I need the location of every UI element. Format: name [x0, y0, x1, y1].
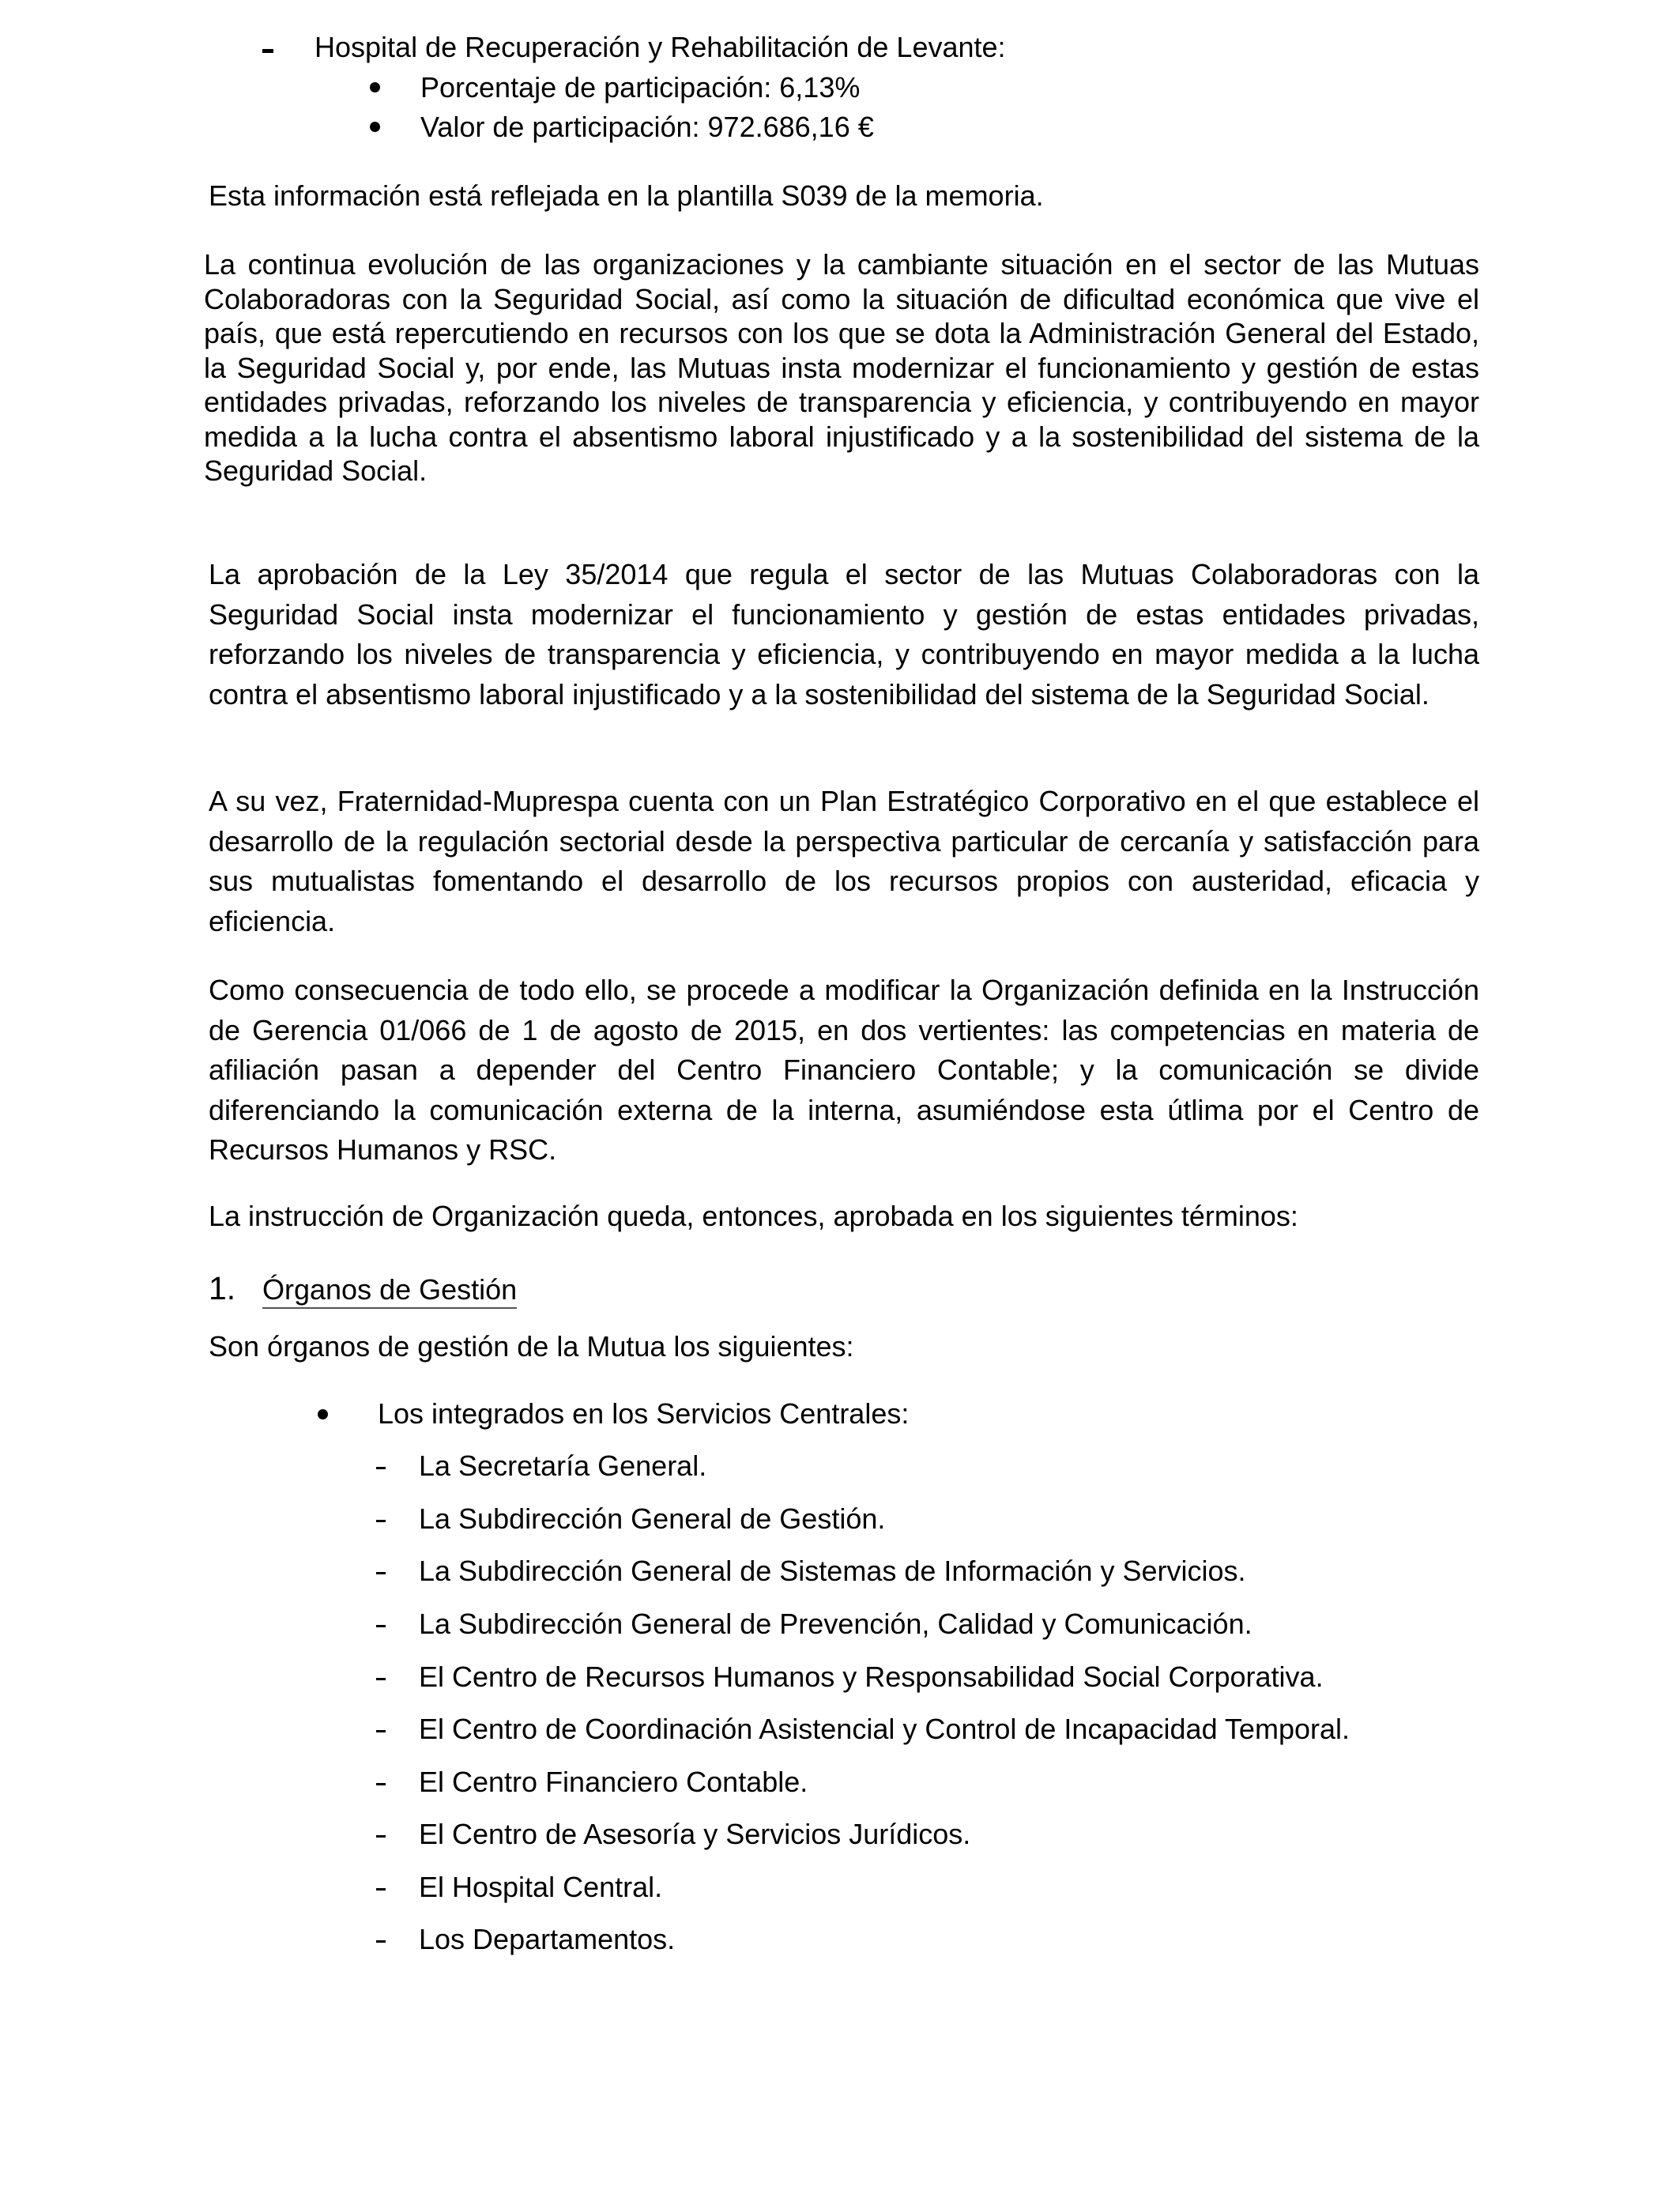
list-item: El Centro de Coordinación Asistencial y Control de Incapacidad Temporal.: [419, 1713, 1350, 1745]
dash-marker: [376, 1783, 386, 1785]
paragraph: Esta información está reflejada en la plantilla S039 de la memoria.: [209, 179, 1044, 212]
dash-marker: [376, 1835, 386, 1838]
list-sub-item: Valor de participación: 972.686,16 €: [420, 111, 874, 143]
dash-marker: [376, 1467, 386, 1469]
paragraph: La continua evolución de las organizaciones y la cambiante situación en el sector de las Mutuas Colaboradoras con la Seguridad Social, así como la situación de dificultad económica que vive el país, que está repercutiendo en recursos con los que se dota la Administración General del Estado, la Seguridad Social y, por ende, las Mutuas insta modernizar el funcionamiento y gestión de estas entidades privadas, reforzando los niveles de transparencia y eficiencia, y contribuyendo en mayor medida a la lucha contra el absentismo laboral injustificado y a la sostenibilidad del sistema de la Seguridad Social.: [204, 248, 1479, 487]
list-item: El Centro Financiero Contable.: [419, 1766, 808, 1798]
list-item: El Centro de Recursos Humanos y Responsabilidad Social Corporativa.: [419, 1661, 1324, 1693]
dash-marker: [376, 1625, 386, 1627]
list-item-title: Hospital de Recuperación y Rehabilitación de Levante:: [315, 31, 1006, 63]
group-label: Los integrados en los Servicios Centrales:: [378, 1397, 910, 1430]
bullet-icon: [370, 122, 380, 132]
list-item: La Subdirección General de Gestión.: [419, 1502, 886, 1535]
list-item: La Subdirección General de Sistemas de Información y Servicios.: [419, 1555, 1246, 1587]
section-title: Órganos de Gestión: [262, 1272, 517, 1309]
dash-marker: [376, 1678, 386, 1680]
list-item: La Subdirección General de Prevención, Calidad y Comunicación.: [419, 1608, 1252, 1640]
list-item: El Centro de Asesoría y Servicios Jurídicos.: [419, 1818, 971, 1850]
dash-marker: [376, 1730, 386, 1732]
section-intro: Son órganos de gestión de la Mutua los siguientes:: [209, 1330, 854, 1363]
list-item: Los Departamentos.: [419, 1923, 676, 1955]
bullet-icon: [370, 82, 380, 92]
list-item: La Secretaría General.: [419, 1449, 707, 1482]
paragraph: A su vez, Fraternidad-Muprespa cuenta con un Plan Estratégico Corporativo en el que establece el desarrollo de la regulación sectorial desde la perspectiva particular de cercanía y satisfacción para sus mutualistas fomentando el desarrollo de los recursos propios con austeridad, eficacia y eficiencia.: [209, 785, 1479, 937]
dash-marker: [376, 1520, 386, 1522]
paragraph: Como consecuencia de todo ello, se procede a modificar la Organización definida en la Instrucción de Gerencia 01/066 de 1 de agosto de 2015, en dos vertientes: las competencias en materia de afiliación pasan a depender del Centro Financiero Contable; y la comunicación se divide diferenciando la comunicación externa de la interna, asumiéndose esta útlima por el Centro de Recursos Humanos y RSC.: [209, 974, 1479, 1166]
list-dash-marker: [262, 49, 273, 53]
list-sub-item: Porcentaje de participación: 6,13%: [420, 71, 861, 104]
dash-marker: [376, 1940, 386, 1943]
dash-marker: [376, 1572, 386, 1574]
bullet-icon: [318, 1409, 328, 1419]
section-number: 1.: [209, 1270, 236, 1306]
list-item: El Hospital Central.: [419, 1871, 663, 1903]
dash-marker: [376, 1888, 386, 1891]
paragraph: La instrucción de Organización queda, entonces, aprobada en los siguientes términos:: [209, 1200, 1298, 1232]
paragraph: La aprobación de la Ley 35/2014 que regula el sector de las Mutuas Colaboradoras con la Seguridad Social insta modernizar el funcionamiento y gestión de estas entidades privadas, reforzando los niveles de transparencia y eficiencia, y contribuyendo en mayor medida a la lucha contra el absentismo laboral injustificado y a la sostenibilidad del sistema de la Seguridad Social.: [209, 558, 1479, 711]
